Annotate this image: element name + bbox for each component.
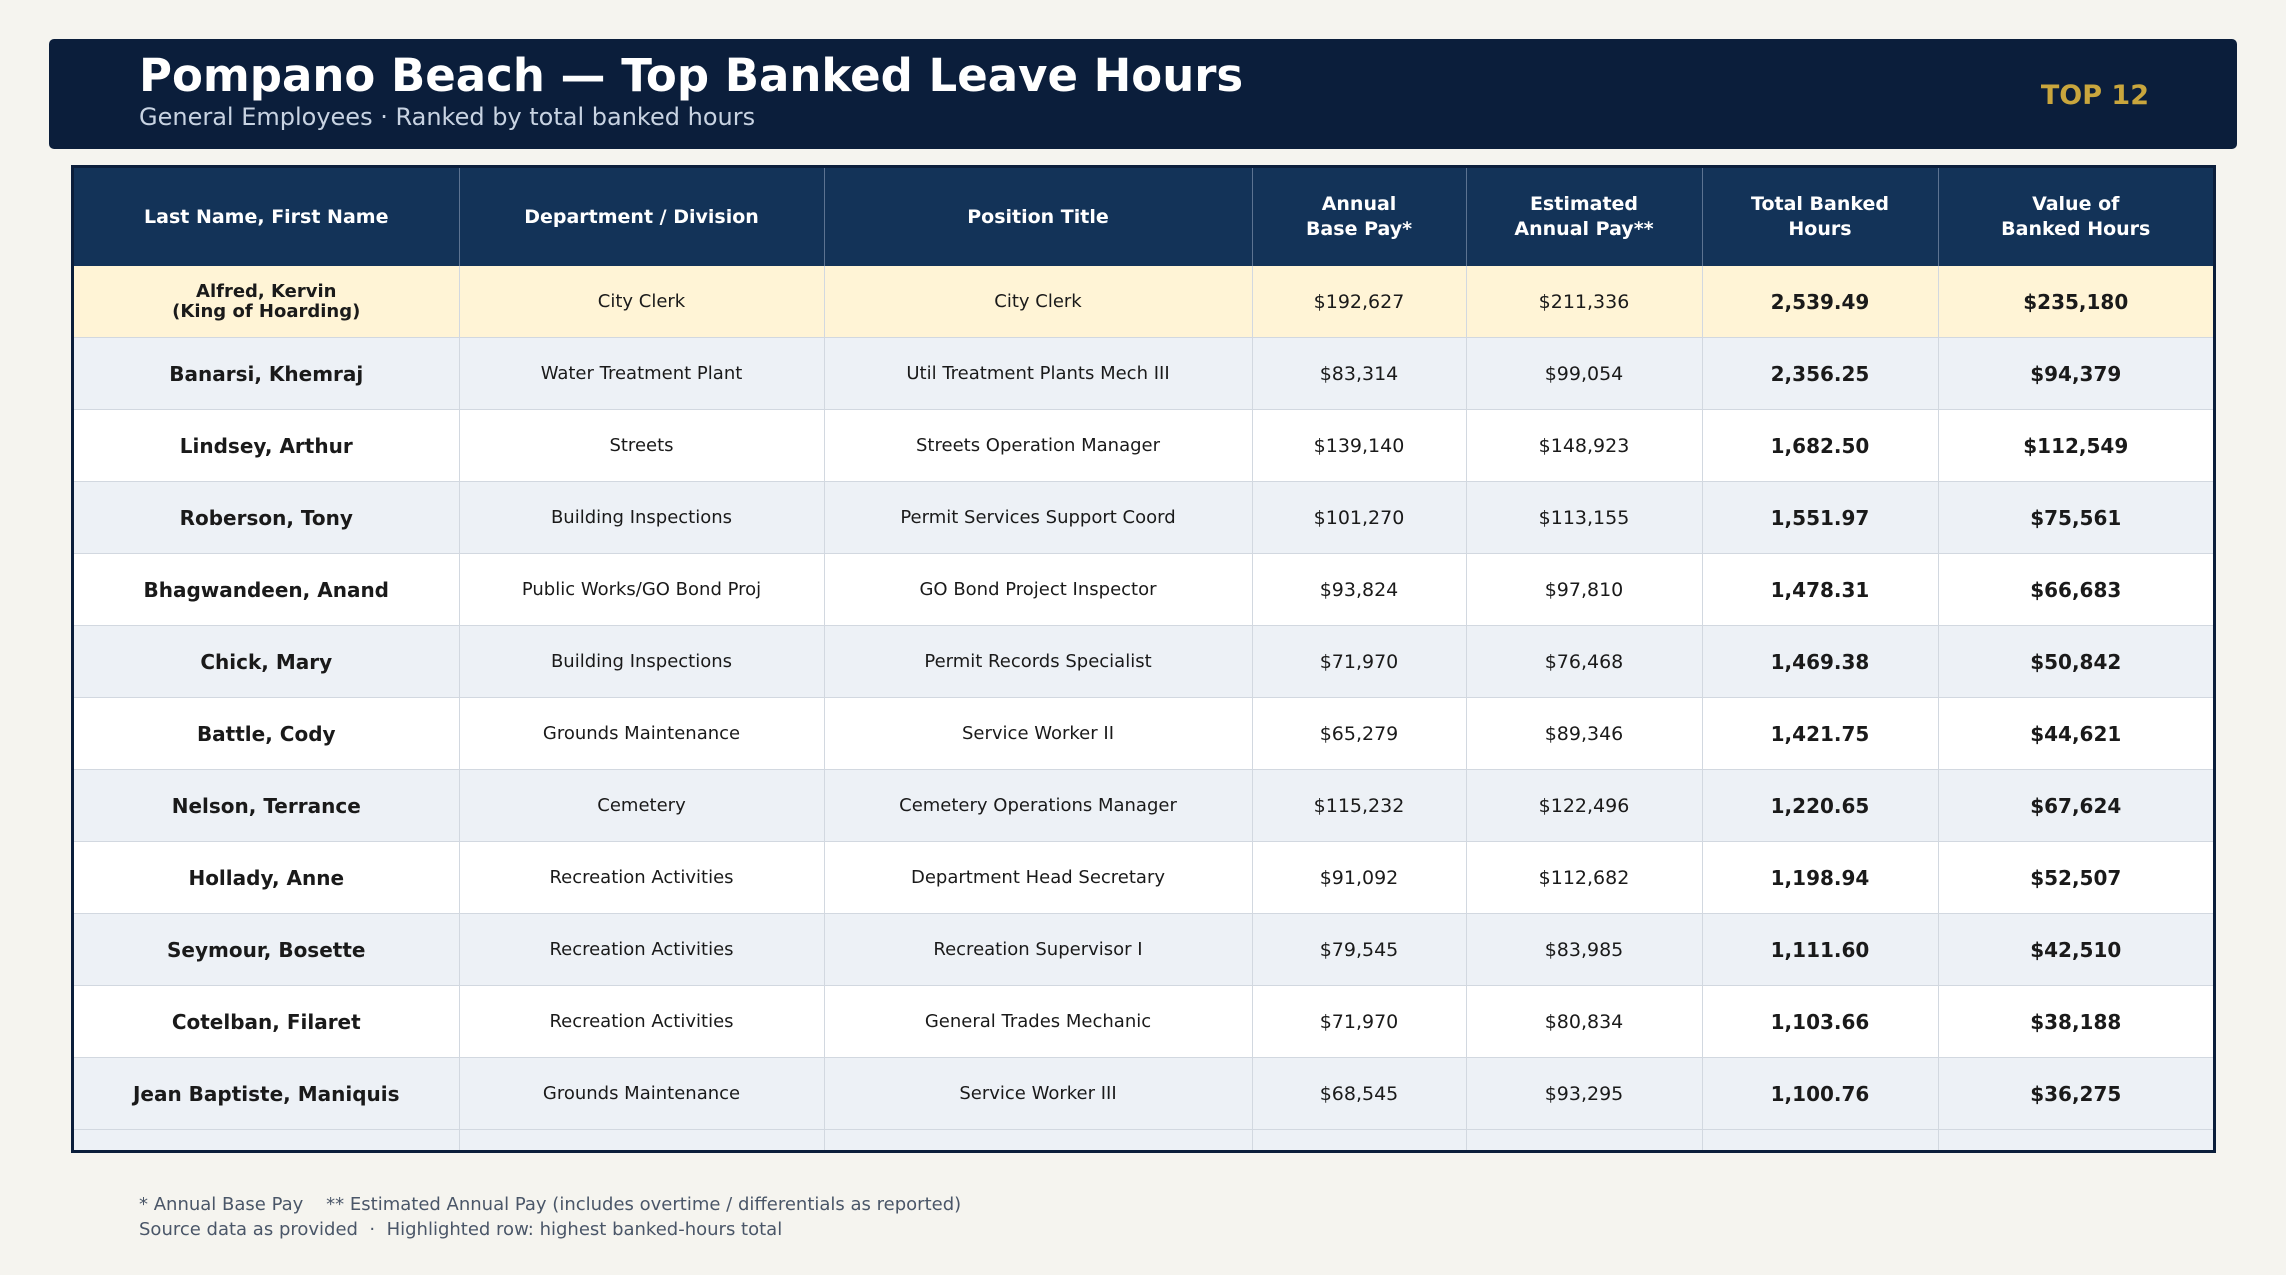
- cell-estimated-pay: $211,336: [1466, 266, 1702, 338]
- cell-banked-hours: 1,198.94: [1702, 842, 1938, 914]
- cell-base-pay: $101,270: [1252, 482, 1466, 554]
- cell-department: Recreation Activities: [459, 914, 824, 986]
- cell-estimated-pay: $93,295: [1466, 1058, 1702, 1130]
- table-row: [74, 410, 2213, 482]
- cell-banked-value: $38,188: [1938, 986, 2213, 1058]
- cell-department: Streets: [459, 410, 824, 482]
- cell-estimated-pay: $80,834: [1466, 986, 1702, 1058]
- cell-position: Util Treatment Plants Mech III: [824, 338, 1252, 410]
- cell-base-pay: $79,545: [1252, 914, 1466, 986]
- cell-position: GO Bond Project Inspector: [824, 554, 1252, 626]
- table-row-highlighted: [74, 266, 2213, 338]
- empty-cell: [1702, 1130, 1938, 1151]
- cell-banked-value: $66,683: [1938, 554, 2213, 626]
- cell-base-pay: $68,545: [1252, 1058, 1466, 1130]
- empty-cell: [824, 1130, 1252, 1151]
- table-row: [74, 914, 2213, 986]
- empty-cell: [459, 1130, 824, 1151]
- cell-banked-hours: 1,551.97: [1702, 482, 1938, 554]
- top-count-badge: TOP 12: [2040, 80, 2149, 111]
- cell-position: Cemetery Operations Manager: [824, 770, 1252, 842]
- page-subtitle: General Employees · Ranked by total banked hours: [139, 103, 756, 131]
- cell-name: Seymour, Bosette: [74, 914, 459, 986]
- column-header-position: Position Title: [824, 168, 1252, 266]
- cell-department: Grounds Maintenance: [459, 1058, 824, 1130]
- cell-banked-value: $235,180: [1938, 266, 2213, 338]
- cell-name: Chick, Mary: [74, 626, 459, 698]
- table-row: [74, 770, 2213, 842]
- column-header-department: Department / Division: [459, 168, 824, 266]
- cell-banked-hours: 1,111.60: [1702, 914, 1938, 986]
- column-header-name: Last Name, First Name: [74, 168, 459, 266]
- cell-base-pay: $115,232: [1252, 770, 1466, 842]
- cell-banked-value: $42,510: [1938, 914, 2213, 986]
- cell-department: Recreation Activities: [459, 986, 824, 1058]
- column-header-base-pay: Annual Base Pay*: [1252, 168, 1466, 266]
- table-row: [74, 1058, 2213, 1130]
- table-row: [74, 338, 2213, 410]
- cell-estimated-pay: $76,468: [1466, 626, 1702, 698]
- cell-banked-value: $44,621: [1938, 698, 2213, 770]
- cell-position: Department Head Secretary: [824, 842, 1252, 914]
- cell-name: Lindsey, Arthur: [74, 410, 459, 482]
- cell-banked-hours: 1,469.38: [1702, 626, 1938, 698]
- column-header-banked-hours: Total Banked Hours: [1702, 168, 1938, 266]
- cell-department: Grounds Maintenance: [459, 698, 824, 770]
- table-row: [74, 698, 2213, 770]
- cell-base-pay: $93,824: [1252, 554, 1466, 626]
- cell-name: Jean Baptiste, Maniquis: [74, 1058, 459, 1130]
- cell-estimated-pay: $122,496: [1466, 770, 1702, 842]
- cell-estimated-pay: $113,155: [1466, 482, 1702, 554]
- cell-estimated-pay: $97,810: [1466, 554, 1702, 626]
- cell-banked-hours: 1,682.50: [1702, 410, 1938, 482]
- cell-position: Service Worker II: [824, 698, 1252, 770]
- cell-estimated-pay: $89,346: [1466, 698, 1702, 770]
- cell-name: Bhagwandeen, Anand: [74, 554, 459, 626]
- cell-estimated-pay: $99,054: [1466, 338, 1702, 410]
- column-header-estimated-pay: Estimated Annual Pay**: [1466, 168, 1702, 266]
- empty-cell: [1252, 1130, 1466, 1151]
- cell-banked-value: $52,507: [1938, 842, 2213, 914]
- table-row: [74, 482, 2213, 554]
- cell-base-pay: $71,970: [1252, 986, 1466, 1058]
- cell-banked-value: $94,379: [1938, 338, 2213, 410]
- cell-base-pay: $83,314: [1252, 338, 1466, 410]
- footnote-line-2: Source data as provided · Highlighted row: highest banked-hours total: [139, 1219, 783, 1240]
- cell-department: Building Inspections: [459, 626, 824, 698]
- cell-banked-hours: 1,103.66: [1702, 986, 1938, 1058]
- cell-name: Battle, Cody: [74, 698, 459, 770]
- cell-estimated-pay: $148,923: [1466, 410, 1702, 482]
- banked-hours-table: [71, 165, 2216, 1153]
- cell-department: Recreation Activities: [459, 842, 824, 914]
- cell-banked-value: $75,561: [1938, 482, 2213, 554]
- cell-position: Permit Records Specialist: [824, 626, 1252, 698]
- cell-banked-value: $112,549: [1938, 410, 2213, 482]
- table-row: [74, 554, 2213, 626]
- empty-cell: [1466, 1130, 1702, 1151]
- cell-department: Water Treatment Plant: [459, 338, 824, 410]
- cell-banked-value: $67,624: [1938, 770, 2213, 842]
- table-row-empty: [74, 1130, 2213, 1151]
- page-title: Pompano Beach — Top Banked Leave Hours: [139, 49, 1244, 102]
- cell-position: Streets Operation Manager: [824, 410, 1252, 482]
- cell-base-pay: $192,627: [1252, 266, 1466, 338]
- cell-department: Building Inspections: [459, 482, 824, 554]
- column-header-banked-value: Value of Banked Hours: [1938, 168, 2213, 266]
- cell-name: Alfred, Kervin (King of Hoarding): [74, 266, 459, 338]
- cell-position: General Trades Mechanic: [824, 986, 1252, 1058]
- cell-base-pay: $139,140: [1252, 410, 1466, 482]
- cell-banked-hours: 1,100.76: [1702, 1058, 1938, 1130]
- footnotes: [139, 1192, 961, 1242]
- cell-position: Service Worker III: [824, 1058, 1252, 1130]
- cell-department: Cemetery: [459, 770, 824, 842]
- cell-banked-hours: 1,478.31: [1702, 554, 1938, 626]
- cell-banked-value: $50,842: [1938, 626, 2213, 698]
- cell-position: Recreation Supervisor I: [824, 914, 1252, 986]
- cell-position: City Clerk: [824, 266, 1252, 338]
- cell-estimated-pay: $112,682: [1466, 842, 1702, 914]
- cell-banked-value: $36,275: [1938, 1058, 2213, 1130]
- cell-base-pay: $71,970: [1252, 626, 1466, 698]
- table-row: [74, 842, 2213, 914]
- cell-position: Permit Services Support Coord: [824, 482, 1252, 554]
- cell-name: Nelson, Terrance: [74, 770, 459, 842]
- cell-name: Cotelban, Filaret: [74, 986, 459, 1058]
- cell-banked-hours: 1,220.65: [1702, 770, 1938, 842]
- page-header: [49, 39, 2237, 149]
- cell-department: City Clerk: [459, 266, 824, 338]
- cell-name: Roberson, Tony: [74, 482, 459, 554]
- cell-name: Banarsi, Khemraj: [74, 338, 459, 410]
- cell-banked-hours: 1,421.75: [1702, 698, 1938, 770]
- empty-cell: [74, 1130, 459, 1151]
- empty-cell: [1938, 1130, 2213, 1151]
- cell-estimated-pay: $83,985: [1466, 914, 1702, 986]
- cell-name: Hollady, Anne: [74, 842, 459, 914]
- cell-banked-hours: 2,356.25: [1702, 338, 1938, 410]
- cell-base-pay: $65,279: [1252, 698, 1466, 770]
- table-header-row: [74, 168, 2213, 266]
- table-row: [74, 986, 2213, 1058]
- cell-base-pay: $91,092: [1252, 842, 1466, 914]
- cell-department: Public Works/GO Bond Proj: [459, 554, 824, 626]
- cell-banked-hours: 2,539.49: [1702, 266, 1938, 338]
- footnote-line-1: * Annual Base Pay ** Estimated Annual Pay (includes overtime / differentials as reported): [139, 1194, 962, 1215]
- table-row: [74, 626, 2213, 698]
